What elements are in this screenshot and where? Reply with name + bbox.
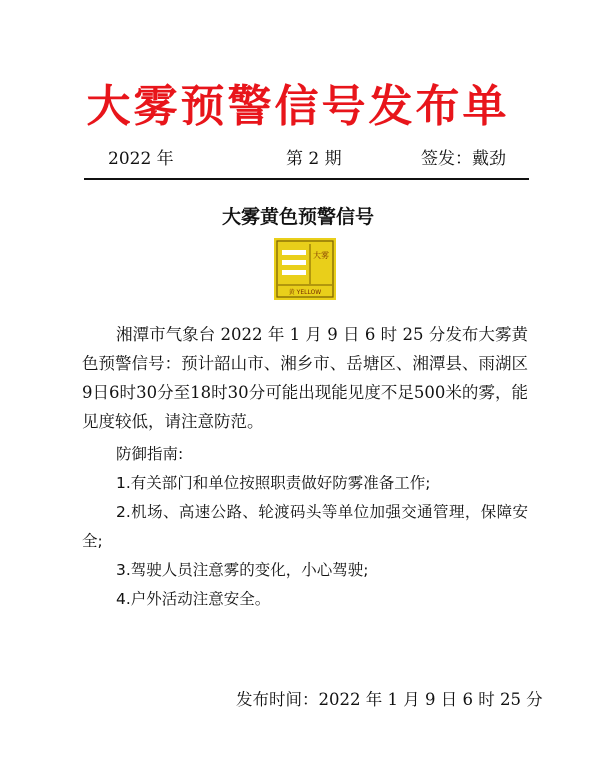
issue-number: 第 2 期 xyxy=(286,149,342,169)
header-divider xyxy=(84,178,529,180)
warning-paragraph: 湘潭市气象台 2022 年 1 月 9 日 6 时 25 分发布大雾黄色预警信号：预计韶山市、湘乡市、岳塘区、湘潭县、雨湖区9日6时30分至18时30分可能出现能见度不足500米的雾，能见度较低，请注意防范。 xyxy=(82,325,528,431)
guide-item: 3.驾驶人员注意雾的变化，小心驾驶; xyxy=(116,561,369,579)
icon-label-top: 大雾 xyxy=(313,251,329,260)
defense-guide xyxy=(82,440,528,614)
release-time: 发布时间：2022 年 1 月 9 日 6 时 25 分 xyxy=(236,690,543,709)
guide-item: 1.有关部门和单位按照职责做好防雾准备工作; xyxy=(116,474,431,492)
fog-yellow-warning-icon xyxy=(274,238,336,300)
document-meta xyxy=(108,144,506,168)
issue-year: 2022 年 xyxy=(108,149,174,169)
document-title: 大雾预警信号发布单 xyxy=(86,81,510,132)
icon-label-bottom: 黄 YELLOW xyxy=(288,289,322,296)
guide-item: 2.机场、高速公路、轮渡码头等单位加强交通管理，保障安全; xyxy=(82,503,528,550)
signal-title: 大雾黄色预警信号 xyxy=(221,206,374,228)
guide-heading: 防御指南: xyxy=(116,445,184,463)
signer: 签发：戴劲 xyxy=(421,149,506,169)
guide-item: 4.户外活动注意安全。 xyxy=(116,590,271,608)
